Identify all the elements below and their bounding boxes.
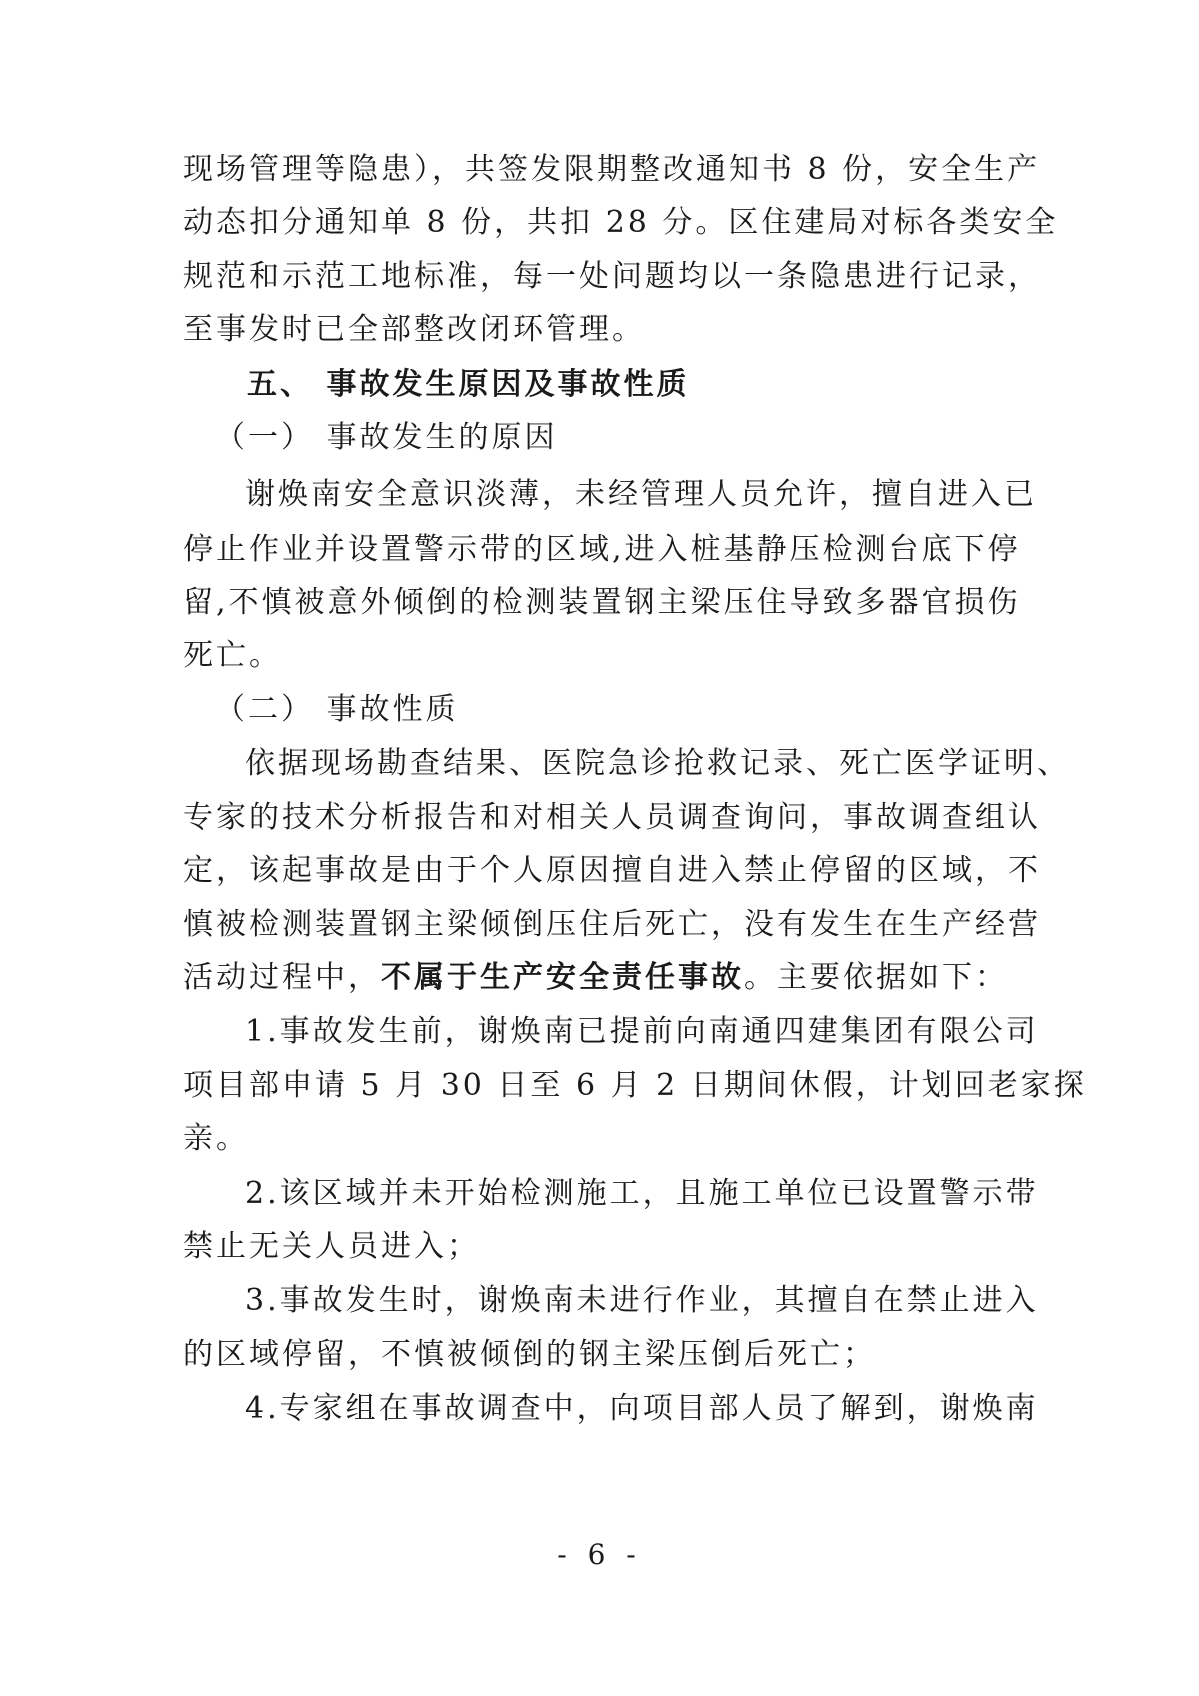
page-number: - 6 - xyxy=(557,1538,642,1571)
list-item-3-line: 的区域停留，不慎被倾倒的钢主梁压倒后死亡； xyxy=(183,1337,876,1372)
paragraph-line: 至事发时已全部整改闭环管理。 xyxy=(183,312,645,347)
paragraph-line: 现场管理等隐患），共签发限期整改通知书 8 份，安全生产 xyxy=(183,152,1041,187)
paragraph-line: 停止作业并设置警示带的区域,进入桩基静压检测台底下停 xyxy=(183,532,1021,567)
conclusion-suffix: 。主要依据如下： xyxy=(744,960,1008,995)
paragraph-line: 死亡。 xyxy=(183,638,282,673)
subsection-heading-nature: （二） 事故性质 xyxy=(215,692,459,727)
conclusion-prefix: 活动过程中， xyxy=(183,960,381,995)
conclusion-bold: 不属于生产安全责任事故 xyxy=(381,960,744,995)
list-item-1-line: 项目部申请 5 月 30 日至 6 月 2 日期间休假，计划回老家探 xyxy=(183,1068,1087,1103)
paragraph-line: 定，该起事故是由于个人原因擅自进入禁止停留的区域，不 xyxy=(183,853,1041,888)
list-item-4-line: 4.专家组在事故调查中，向项目部人员了解到，谢焕南 xyxy=(245,1391,1039,1426)
paragraph-line: 依据现场勘查结果、医院急诊抢救记录、死亡医学证明、 xyxy=(245,746,1070,781)
list-item-3-line: 3.事故发生时，谢焕南未进行作业，其擅自在禁止进入 xyxy=(245,1283,1039,1318)
paragraph-line: 谢焕南安全意识淡薄，未经管理人员允许，擅自进入已 xyxy=(245,477,1037,512)
list-item-1-line: 1.事故发生前，谢焕南已提前向南通四建集团有限公司 xyxy=(245,1014,1039,1049)
subsection-heading-causes: （一） 事故发生的原因 xyxy=(215,420,558,455)
paragraph-line: 规范和示范工地标准，每一处问题均以一条隐患进行记录， xyxy=(183,259,1041,294)
section-heading: 五、 事故发生原因及事故性质 xyxy=(247,367,690,402)
paragraph-line: 专家的技术分析报告和对相关人员调查询问，事故调查组认 xyxy=(183,800,1041,835)
paragraph-line: 留,不慎被意外倾倒的检测装置钢主梁压住导致多器官损伤 xyxy=(183,585,1021,620)
list-item-1-line: 亲。 xyxy=(183,1121,249,1156)
paragraph-line: 慎被检测装置钢主梁倾倒压住后死亡，没有发生在生产经营 xyxy=(183,907,1041,942)
paragraph-line-conclusion xyxy=(183,958,1008,998)
list-item-2-line: 2.该区域并未开始检测施工，且施工单位已设置警示带 xyxy=(245,1176,1039,1211)
list-item-2-line: 禁止无关人员进入； xyxy=(183,1229,480,1264)
paragraph-line: 动态扣分通知单 8 份，共扣 28 分。区住建局对标各类安全 xyxy=(183,205,1059,240)
